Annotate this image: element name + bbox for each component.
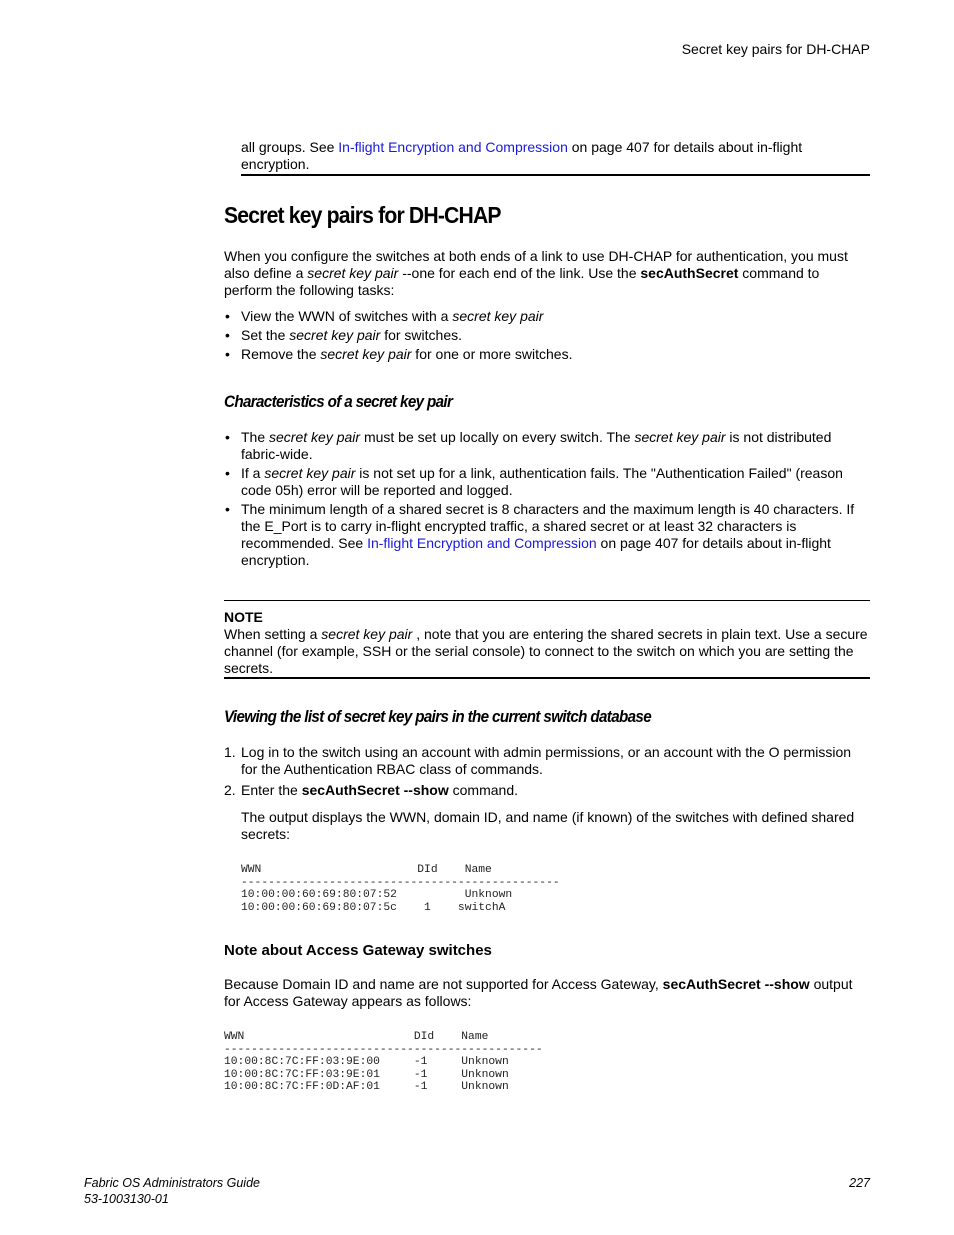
- code-output-switches: WWN DId Name ----------------------------------------------- 10:00:00:60:69:80:07:52 Unknown 10:00:00:60:69:80:07:5c 1 switchA: [241, 864, 560, 914]
- list-item: • View the WWN of switches with a secret key pair: [224, 308, 864, 325]
- command-text: secAuthSecret --show: [662, 976, 810, 992]
- viewing-heading: Viewing the list of secret key pairs in the current switch database: [224, 708, 652, 726]
- note-text: When setting a secret key pair , note that you are entering the shared secrets in plain text. Use a secure channel (for example, SSH or the serial console) to connect to the switch on which you are setting the secrets.: [224, 626, 868, 676]
- output-description: The output displays the WWN, domain ID, and name (if known) of the switches with defined shared secrets:: [241, 809, 855, 842]
- intro-paragraph: all groups. See In-flight Encryption and Compression on page 407 for details about in-flight encryption.: [241, 139, 803, 172]
- footer-doc-id: 53-1003130-01: [84, 1192, 169, 1206]
- note-label: NOTE: [224, 609, 263, 625]
- access-gateway-paragraph: Because Domain ID and name are not supported for Access Gateway, secAuthSecret --show output for Access Gateway appears as follows:: [224, 976, 853, 1009]
- step-2: 2. Enter the secAuthSecret --show command.: [224, 782, 518, 798]
- note-bottom-rule: [224, 677, 870, 679]
- access-gateway-heading: Note about Access Gateway switches: [224, 942, 492, 959]
- list-item: • Remove the secret key pair for one or more switches.: [224, 346, 864, 363]
- list-item: • If a secret key pair is not set up for a link, authentication fails. The "Authentication Failed" (reason code 05h) error will be reported and logged.: [224, 465, 874, 499]
- footer-left: [84, 1175, 260, 1207]
- inflight-encryption-link[interactable]: In-flight Encryption and Compression: [367, 535, 597, 551]
- footer-guide-title: Fabric OS Administrators Guide: [84, 1176, 260, 1190]
- page-number: 227: [849, 1176, 870, 1190]
- note-top-rule: [224, 600, 870, 601]
- list-item: • Set the secret key pair for switches.: [224, 327, 864, 344]
- characteristics-heading: Characteristics of a secret key pair: [224, 393, 453, 411]
- list-item: • The minimum length of a shared secret is 8 characters and the maximum length is 40 characters. If the E_Port is to carry in-flight encrypted traffic, a shared secret or at least 32 characters is recommended. See In-flight Encryption and Compression on page 407 for details about in-flight encryption.: [224, 501, 874, 569]
- section-title: Secret key pairs for DH-CHAP: [224, 202, 501, 228]
- body-paragraph: When you configure the switches at both ends of a link to use DH-CHAP for authentication, you must also define a secret key pair --one for each end of the link. Use the secAuthSecret command to perform the following tasks:: [224, 248, 848, 298]
- step-1: 1. Log in to the switch using an account with admin permissions, or an account with the O permission for the Authentication RBAC class of commands.: [224, 744, 852, 777]
- inflight-encryption-link[interactable]: In-flight Encryption and Compression: [338, 139, 568, 155]
- list-item: • The secret key pair must be set up locally on every switch. The secret key pair is not distributed fabric-wide.: [224, 429, 874, 463]
- command-text: secAuthSecret --show: [301, 782, 449, 798]
- code-output-access-gateway: WWN DId Name ----------------------------------------------- 10:00:8C:7C:FF:03:9E:00 -1 Unknown 10:00:8C:7C:FF:03:9E:01 -1 Unknown 10:00:8C:7C:FF:0D:AF:01 -1 Unknown: [224, 1031, 543, 1094]
- intro-divider: [241, 174, 870, 176]
- task-list: [224, 308, 864, 363]
- running-header: Secret key pairs for DH-CHAP: [681, 41, 870, 57]
- characteristics-list: [224, 429, 874, 569]
